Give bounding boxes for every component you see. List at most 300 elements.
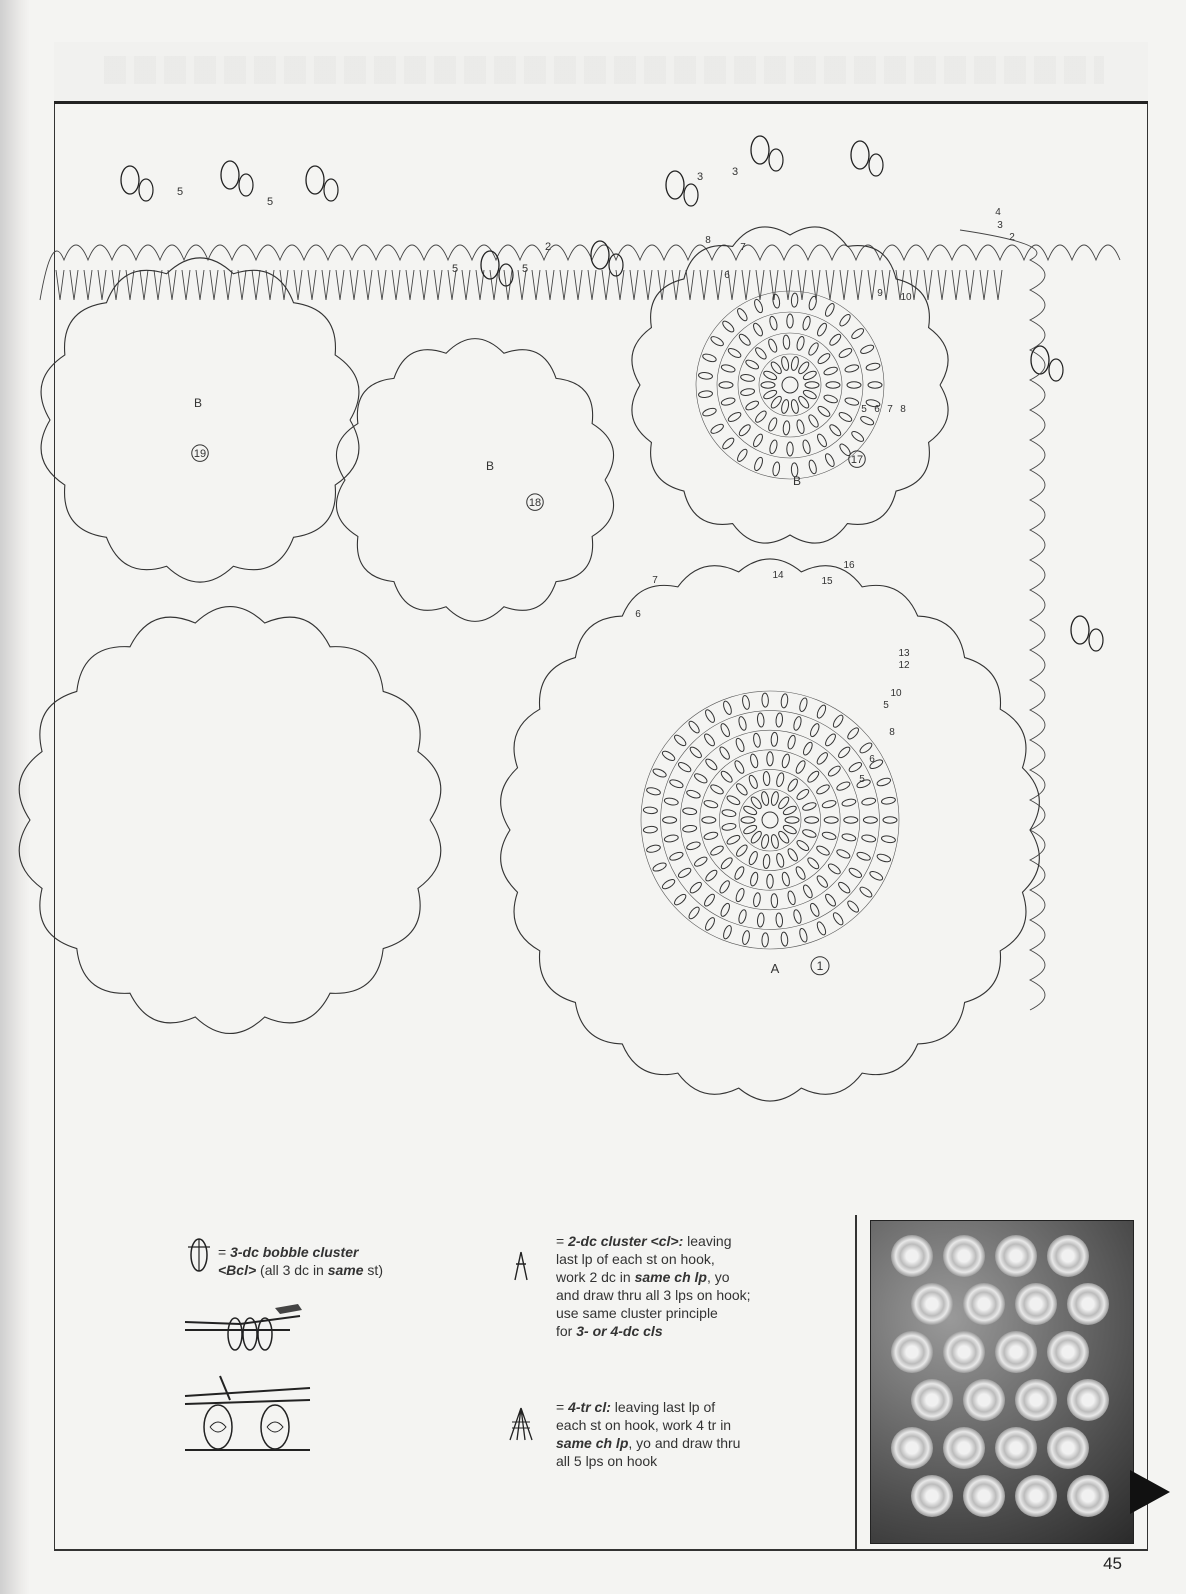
photo-motif [911, 1475, 953, 1517]
motif-17-center-stitch [823, 366, 838, 377]
motif-A-center-stitch [687, 720, 701, 735]
motif-A-center-stitch [703, 732, 717, 747]
motif-A-center-stitch [798, 928, 808, 943]
photo-motif [1067, 1475, 1109, 1517]
2dc-cluster-l6a: for [556, 1323, 577, 1339]
motif-17-center-stitch [752, 322, 765, 337]
motif-17-center-stitch [816, 433, 829, 448]
motif-A-center-stitch [815, 874, 829, 889]
motif-A-center-stitch [763, 854, 771, 868]
motif-A-center-stitch [643, 826, 657, 834]
motif-A-round-label-4: 16 [843, 560, 855, 571]
motif-A-center-stitch [738, 909, 748, 924]
motif-A-center-stitch [726, 794, 741, 806]
motif-17-center-stitch [740, 374, 755, 383]
motif-A-center-stitch [848, 866, 863, 879]
motif-A-center-stitch [846, 899, 860, 914]
edge-bobble-b-2 [324, 179, 338, 201]
2dc-cluster-l1: leaving [683, 1233, 732, 1249]
motif-19-outline [41, 258, 359, 582]
motif-A-center-stitch [792, 909, 802, 924]
motif-17-center-stitch [859, 343, 874, 355]
motif-A-center-stitch [722, 809, 737, 818]
4tr-cluster-legend [556, 1398, 796, 1470]
bobble-cluster-name: 3-dc bobble cluster [230, 1244, 359, 1260]
edge-stitch [336, 270, 344, 300]
motif-17-center-stitch [816, 405, 831, 419]
motif-17-center-stitch [710, 335, 725, 348]
motif-18-letter: B [485, 459, 495, 473]
motif-A-center-stitch [824, 893, 838, 908]
motif-A-center-stitch [883, 817, 897, 823]
motif-17-round-label-2: 6 [724, 270, 730, 281]
motif-A-center-stitch [753, 733, 762, 748]
motif-A-center-stitch [748, 850, 759, 865]
motif-17-center-stitch [828, 333, 842, 347]
4tr-cluster-name: 4-tr cl: [568, 1399, 611, 1415]
motif-17-center-stitch [859, 415, 874, 427]
motif-A-center-stitch [869, 870, 884, 882]
edge-stitch [980, 270, 988, 300]
motif-A-center-stitch [688, 881, 703, 895]
motif-17-center-stitch [808, 459, 818, 474]
edge-stitch [574, 270, 582, 300]
motif-A-center-stitch [722, 925, 733, 940]
edge-chain-right [960, 230, 1045, 1010]
motif-A-center-stitch [682, 807, 697, 815]
motif-17-center-stitch [807, 413, 820, 428]
motif-A-center-stitch [741, 930, 750, 945]
bobble-cluster-abbr: <Bcl> [218, 1262, 257, 1278]
motif-A-center-stitch [686, 789, 701, 800]
edge-stitch [882, 270, 890, 300]
motif-17-center-stitch [816, 352, 831, 366]
edge-stitch [924, 270, 932, 300]
edge-stitch [126, 270, 134, 300]
edge-row-label-3: 5 [521, 263, 529, 275]
edge-bobble-0 [121, 166, 139, 194]
motif-17-center-stitch [805, 382, 819, 388]
motif-A-center-stitch [760, 834, 769, 849]
motif-A-center-stitch [785, 817, 799, 823]
motif-17-center-stitch [802, 439, 812, 454]
motif-A-center-stitch [687, 906, 701, 921]
motif-A-center-stitch [815, 844, 830, 857]
motif-A-center-stitch [733, 759, 746, 774]
motif-17-center-stitch [823, 394, 838, 405]
motif-17-center-stitch [783, 335, 791, 349]
edge-stitch [98, 270, 106, 300]
4tr-cluster-l1: leaving last lp of [610, 1399, 716, 1415]
motif-17-center-stitch [769, 439, 779, 454]
motif-A-center-stitch [827, 862, 842, 876]
motif-17-center-stitch [844, 397, 859, 407]
motif-17-center-stitch [736, 307, 749, 322]
motif-A-center-stitch [856, 851, 871, 862]
motif-17-center-stitch [868, 382, 882, 388]
motif-A-center-stitch [861, 797, 876, 806]
motif-A-center-stitch [726, 834, 741, 846]
edge-bobble-9 [1071, 616, 1089, 644]
motif-A-center-stitch [719, 902, 731, 917]
photo-motif [1067, 1283, 1109, 1325]
motif-A-center-stitch [767, 752, 773, 766]
motif-A-center-stitch [802, 828, 817, 839]
motif-A-center-stitch [664, 797, 679, 806]
edge-right-row-label-1: 3 [997, 220, 1003, 231]
motif-A-center-stitch [841, 833, 856, 842]
motif-A-center-stitch [802, 741, 814, 756]
motif-A-center-center [762, 812, 778, 828]
motif-17-center-stitch [767, 338, 778, 353]
motif-A-center-stitch [646, 786, 661, 796]
motif-17-round-label-4: 10 [900, 292, 912, 303]
edge-row-label-1: 5 [266, 196, 274, 208]
motif-17-center-stitch [783, 421, 791, 435]
motif-A-center-stitch [753, 892, 762, 907]
edge-row-label-6: 2 [544, 241, 552, 253]
motif-17-center-stitch [745, 399, 760, 411]
motif-17-center-center [782, 377, 798, 393]
edge-bobble-2 [306, 166, 324, 194]
motif-17-center-stitch [698, 390, 713, 398]
motif-A-center-stitch [848, 761, 863, 774]
motif-A-center-stitch [693, 772, 708, 785]
edge-stitch [308, 270, 316, 300]
motif-A-center-stitch [881, 796, 896, 805]
motif-17-center-stitch [838, 411, 853, 424]
edge-stitch [252, 270, 260, 300]
motif-A-center-stitch [806, 770, 820, 784]
motif-A-center-stitch [780, 694, 788, 709]
motif-A-center-stitch [664, 834, 679, 843]
motif-17-center-stitch [772, 461, 781, 476]
motif-17-center-stitch [838, 313, 852, 328]
2dc-cluster-l4: and draw thru all 3 lps on hook; [556, 1287, 751, 1303]
edge-stitch [602, 270, 610, 300]
motif-17-center-stitch [761, 382, 775, 388]
edge-stitch [392, 270, 400, 300]
bobble-cluster-symbol-icon [182, 1235, 216, 1275]
motif-18-outline [336, 339, 613, 622]
2dc-cluster-l3c: , yo [706, 1269, 730, 1285]
4tr-cluster-symbol-icon [506, 1404, 536, 1444]
motif-17-center-stitch [796, 336, 806, 351]
motif-A-center-stitch [876, 853, 891, 864]
motif-A-center-stitch [832, 714, 845, 729]
motif-17-center-stitch [727, 411, 742, 424]
motif-17-center-stitch [745, 358, 760, 370]
edge-stitch [840, 270, 848, 300]
photo-motif [891, 1331, 933, 1373]
motif-17-center-stitch [710, 422, 725, 435]
motif-A-number: 1 [816, 959, 824, 973]
photo-motif [1015, 1379, 1057, 1421]
motif-A-center-stitch [673, 733, 688, 747]
motif-A-center-stitch [771, 732, 778, 746]
edge-bobble-8 [1031, 346, 1049, 374]
motif-A-round-label-0: 7 [652, 575, 658, 586]
motif-A-center-stitch [661, 878, 676, 891]
edge-stitch [70, 270, 78, 300]
edge-stitch [658, 270, 666, 300]
motif-17-center-stitch [838, 347, 853, 360]
motif-A-center-stitch [837, 745, 852, 759]
motif-A-center-stitch [762, 693, 769, 707]
motif-A-center-stitch [836, 780, 851, 792]
motif-17-center-stitch [780, 399, 789, 414]
edge-stitch [798, 270, 806, 300]
motif-A-center-stitch [781, 872, 791, 887]
photo-motif [943, 1331, 985, 1373]
motif-17-round-label-7: 7 [887, 404, 893, 415]
edge-stitch [588, 270, 596, 300]
2dc-cluster-l6b: 3- or 4-dc cls [576, 1323, 663, 1339]
edge-row-label-0: 5 [176, 186, 184, 198]
edge-stitch [434, 270, 442, 300]
4tr-cluster-l3b: , yo and draw thru [628, 1435, 741, 1451]
motif-17-center-stitch [721, 319, 736, 333]
edge-stitch [742, 270, 750, 300]
photo-motif [1047, 1331, 1089, 1373]
motif-A-center-stitch [824, 817, 838, 823]
edge-stitch [686, 270, 694, 300]
motif-A-center-stitch [748, 774, 759, 789]
motif-A-center-stitch [786, 778, 799, 793]
motif-A-center-stitch [780, 932, 788, 947]
edge-stitch [406, 270, 414, 300]
motif-A-center-stitch [762, 933, 769, 947]
motif-A-letter: A [770, 961, 780, 976]
edge-stitch [994, 270, 1002, 300]
motif-A-center-stitch [677, 866, 692, 879]
edge-bobble-b-6 [769, 149, 783, 171]
motif-17-center-stitch [772, 294, 781, 309]
motif-A-round-label-3: 15 [821, 576, 833, 587]
motif-17-center-stitch [865, 362, 880, 371]
motif-A-center-ring [661, 711, 880, 930]
2dc-cluster-symbol-icon [510, 1248, 532, 1284]
motif-A-center-stitch [837, 881, 852, 895]
motif-A-round-label-10: 6 [869, 754, 875, 765]
photo-motif [1067, 1379, 1109, 1421]
motif-A-center-stitch [704, 708, 717, 723]
motif-A-center-stitch [663, 817, 677, 823]
edge-stitch [56, 270, 64, 300]
motif-A-center-stitch [704, 757, 719, 771]
motif-A-center-stitch [775, 853, 785, 868]
motif-17-center-stitch [844, 364, 859, 374]
motif-A-outline [501, 559, 1040, 1101]
motif-A-center-stitch [841, 798, 856, 807]
cluster-illustration-icon [180, 1372, 315, 1462]
motif-17-round-label-0: 8 [705, 235, 711, 246]
motif-A-center-stitch [836, 848, 851, 860]
edge-stitch [210, 270, 218, 300]
motif-17-round-label-8: 8 [900, 404, 906, 415]
motif-17-center-stitch [787, 442, 793, 456]
motif-A-center-stitch [703, 831, 718, 841]
edge-chain [40, 245, 1120, 300]
edge-stitch [756, 270, 764, 300]
motif-17-round-label-1: 7 [740, 242, 746, 253]
motif-A-center-stitch [832, 911, 845, 926]
bobble-cluster-note: (all 3 dc in [260, 1262, 328, 1278]
motif-A-center-stitch [858, 885, 873, 899]
edge-stitch [826, 270, 834, 300]
motif-17-center-stitch [791, 293, 798, 307]
motif-A-round-label-2: 14 [772, 570, 784, 581]
motif-A-center-stitch [798, 697, 808, 712]
2dc-cluster-l5: use same cluster principle [556, 1305, 718, 1321]
motif-A-center-stitch [686, 841, 701, 852]
motif-17-center-stitch [754, 409, 768, 424]
motif-17-round-label-3: 9 [877, 288, 883, 299]
motif-A-center-stitch [827, 764, 842, 778]
photo-motif [995, 1235, 1037, 1277]
motif-17-letter: B [792, 474, 802, 488]
motif-A-center-stitch [703, 799, 718, 809]
motif-A-center-stitch [861, 834, 876, 843]
edge-stitch [560, 270, 568, 300]
motif-A-center-stitch [718, 879, 731, 894]
edge-stitch [938, 270, 946, 300]
motif-17-center-stitch [702, 353, 717, 364]
edge-bobble-6 [751, 136, 769, 164]
motif-A-center-stitch [806, 856, 820, 870]
motif-A-center-stitch [876, 777, 891, 788]
motif-A-center-stitch [673, 893, 688, 907]
edge-bobble-b-0 [139, 179, 153, 201]
motif-A-center-stitch [682, 825, 697, 833]
edge-stitch [168, 270, 176, 300]
motif-17-center-stitch [738, 333, 752, 347]
edge-stitch [868, 270, 876, 300]
motif-A-center-stitch [822, 799, 837, 809]
motif-A-center-stitch [693, 855, 708, 868]
motif-17-center-stitch [807, 341, 820, 356]
motif-A-center-stitch [824, 732, 838, 747]
motif-A-center-stitch [863, 817, 877, 823]
motif-A-center-ring [680, 730, 860, 910]
motif-A-center-stitch [881, 835, 896, 844]
photo-motif [995, 1331, 1037, 1373]
motif-A-center-stitch [643, 807, 657, 815]
motif-A-center-stitch [677, 761, 692, 774]
edge-bobble-b-5 [684, 184, 698, 206]
motif-A-center-stitch [771, 894, 778, 908]
edge-stitch [700, 270, 708, 300]
edge-stitch [266, 270, 274, 300]
motif-A-center-stitch [669, 851, 684, 862]
photo-motif [963, 1283, 1005, 1325]
motif-A-center-stitch [652, 861, 667, 872]
edge-stitch [350, 270, 358, 300]
edge-stitch [378, 270, 386, 300]
motif-A-center-stitch [704, 916, 717, 931]
motif-A-center-stitch [720, 770, 734, 784]
motif-A-center-stitch [688, 745, 703, 759]
motif-A-center-stitch [794, 865, 807, 880]
motif-A-center-stitch [652, 767, 667, 778]
motif-17-center-stitch [721, 436, 736, 450]
edge-bobble-1 [221, 161, 239, 189]
motif-17-center-stitch [847, 382, 861, 388]
motif-A-center-stitch [795, 839, 810, 853]
motif-A-center-stitch [735, 887, 746, 902]
motif-19-letter: B [193, 396, 203, 410]
motif-A-center-stitch [646, 844, 661, 854]
motif-17-round-label-5: 5 [861, 404, 867, 415]
photo-motif [911, 1283, 953, 1325]
motif-A-center-stitch [741, 817, 755, 823]
edge-stitch [644, 270, 652, 300]
motif-17-center-stitch [790, 399, 799, 414]
2dc-cluster-l2: last lp of each st on hook, [556, 1251, 715, 1267]
legend-eq: = [218, 1244, 227, 1260]
motif-17-center-ring [717, 312, 863, 458]
motif-A-center-stitch [775, 772, 785, 787]
edge-stitch [154, 270, 162, 300]
motif-A-center-stitch [787, 890, 797, 905]
motif-A-center-ring [719, 769, 820, 870]
edge-stitch [322, 270, 330, 300]
edge-stitch [630, 270, 638, 300]
2dc-cluster-name: 2-dc cluster <cl>: [568, 1233, 684, 1249]
motif-17-center-stitch [850, 430, 865, 444]
motif-A-center-stitch [844, 817, 858, 823]
motif-A-center-stitch [775, 713, 783, 728]
edge-stitch [784, 270, 792, 300]
motif-A-center-stitch [770, 834, 779, 849]
motif-A-center-stitch [792, 716, 802, 731]
motif-A-center-stitch [794, 759, 807, 774]
bobble-cluster-illustration-icon [180, 1300, 310, 1355]
motif-17-center-stitch [850, 327, 865, 341]
page-number: 45 [1103, 1554, 1122, 1573]
motif-17-center-stitch [790, 356, 799, 371]
edge-bobble-7 [851, 141, 869, 169]
photo-motif [1047, 1427, 1089, 1469]
4tr-cluster-l2: each st on hook, work 4 tr in [556, 1417, 732, 1433]
motif-A-center-stitch [661, 749, 676, 762]
edge-stitch [182, 270, 190, 300]
motif-17-center-stitch [698, 372, 713, 380]
motif-17-center-ring [759, 354, 821, 416]
motif-A-center-stitch [787, 735, 797, 750]
motif-17-center-stitch [787, 314, 793, 328]
photo-motif [963, 1475, 1005, 1517]
motif-A-center-stitch [719, 722, 731, 737]
edge-bobble-3 [481, 251, 499, 279]
motif-17-center-stitch [769, 316, 779, 331]
next-page-arrow-icon [1130, 1470, 1170, 1514]
photo-motif [1047, 1235, 1089, 1277]
motif-A-center-stitch [735, 782, 749, 797]
motif-17-number: 17 [850, 454, 864, 466]
motif-A-round-label-8: 5 [883, 700, 889, 711]
photo-motif [1015, 1475, 1057, 1517]
motif-17-center-stitch [719, 382, 733, 388]
photo-motif [943, 1235, 985, 1277]
edge-row-label-5: 3 [731, 166, 739, 178]
2dc-cluster-l3b: same ch lp [634, 1269, 707, 1285]
motif-A-center-stitch [722, 823, 737, 832]
motif-A-center-stitch [763, 771, 771, 785]
motif-A-center-stitch [795, 788, 810, 802]
motif-A-center-ring [700, 750, 840, 890]
motif-A-round-label-7: 10 [890, 688, 902, 699]
